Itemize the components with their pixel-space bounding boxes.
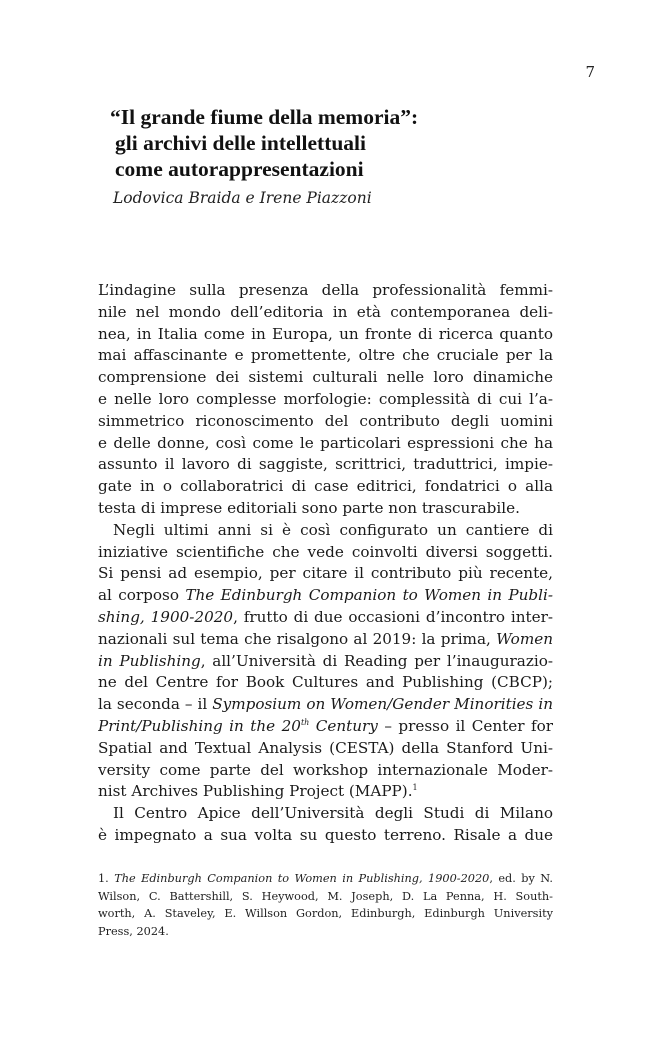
text-line (98, 651, 553, 673)
text-line: e delle donne, così come le particolari espressioni che ha (98, 433, 553, 452)
event-title (98, 717, 378, 735)
footnote-line: Wilson, C. Battershill, S. Heywood, M. Joseph, D. La Penna, H. South- (98, 889, 553, 903)
footnote-line: Press, 2024. (98, 924, 169, 938)
text-line: Negli ultimi anni si è così configurato un cantiere di (113, 520, 553, 539)
text-line: mai affascinante e promettente, oltre che cruciale per la (98, 346, 553, 365)
book-title: The Edinburgh Companion to Women in Publi- (185, 586, 553, 605)
text-line: L’indagine sulla presenza della professionalità femmi- (98, 281, 553, 299)
text-line: è impegnato a sua volta su questo terreno. Risale a due (98, 825, 553, 844)
chapter-title-line-1: “Il grande fiume della memoria”: (110, 105, 419, 129)
paragraph-3 (98, 803, 553, 847)
footnote-line (98, 870, 553, 888)
event-title: Symposium on Women/Gender Minorities in (212, 695, 553, 714)
text-line: gate in o collaboratrici di case editrici, fondatrici o alla (98, 477, 553, 496)
text-line: versity come parte del workshop internazionale Moder- (98, 760, 553, 779)
text-line (98, 607, 553, 629)
body-text (98, 280, 553, 847)
text-line (98, 694, 553, 716)
footnote-book-title: The Edinburgh Companion to Women in Publishing, 1900-2020 (114, 872, 490, 885)
text-line: e nelle loro complesse morfologie: complessità di cui l’a- (98, 389, 553, 408)
event-title: Women (496, 629, 553, 648)
text-line: nea, in Italia come in Europa, un fronte di ricerca quanto (98, 324, 553, 343)
chapter-title-line-3: come autorappresentazioni (115, 157, 364, 181)
text-run: , all’Università di Reading per l’inaugurazio- (200, 651, 553, 670)
chapter-title-line-2: gli archivi delle intellettuali (115, 131, 367, 155)
book-title: shing, 1900-2020 (98, 607, 234, 626)
text-run: , ed. by N. (489, 872, 553, 885)
ordinal-superscript: th (300, 717, 310, 727)
page-number: 7 (585, 63, 595, 81)
text-line: assunto il lavoro di saggiste, scrittrici, traduttrici, impie- (98, 455, 553, 474)
text-run: , frutto di due occasioni d’incontro inter- (233, 607, 553, 626)
text-line: Si pensi ad esempio, per citare il contributo più recente, (98, 564, 553, 583)
paragraph-2 (98, 520, 553, 803)
text-line: simmetrico riconoscimento del contributo degli uomini (98, 411, 553, 430)
footnote-number: 1. (98, 872, 115, 885)
text-run: al corposo (98, 586, 186, 605)
chapter-authors: Lodovica Braida e Irene Piazzoni (113, 189, 372, 207)
text-line: ne del Centre for Book Cultures and Publishing (CBCP); (98, 673, 553, 692)
paragraph-1 (98, 280, 553, 520)
text-line: Il Centro Apice dell’Università degli Studi di Milano (113, 804, 553, 823)
text-run: Century (309, 716, 378, 735)
text-line: comprensione dei sistemi culturali nelle loro dinamiche (98, 368, 553, 387)
text-line: testa di imprese editoriali sono parte non trascurabile. (98, 498, 520, 517)
chapter-heading (110, 104, 570, 207)
text-run: nazionali sul tema che risalgono al 2019: la prima, (98, 629, 497, 648)
text-line (98, 781, 553, 803)
text-line (98, 716, 553, 738)
text-line: Spatial and Textual Analysis (CESTA) della Stanford Uni- (98, 738, 553, 757)
text-line (98, 629, 553, 651)
footnote (98, 870, 553, 940)
text-run: – presso il Center for (377, 716, 553, 735)
text-line: nile nel mondo dell’editoria in età contemporanea deli- (98, 302, 553, 321)
text-line: iniziative scientifiche che vede coinvolti diversi soggetti. (98, 542, 553, 561)
footnote-line: worth, A. Staveley, E. Willson Gordon, Edinburgh, Edinburgh University (98, 907, 553, 920)
text-run: la seconda – il (98, 695, 213, 714)
footnote-reference[interactable]: 1 (412, 783, 418, 793)
event-title: in Publishing (98, 651, 201, 670)
text-line (98, 585, 553, 607)
text-run: Print/Publishing in the 20 (98, 716, 301, 735)
text-run: nist Archives Publishing Project (MAPP). (98, 782, 413, 801)
